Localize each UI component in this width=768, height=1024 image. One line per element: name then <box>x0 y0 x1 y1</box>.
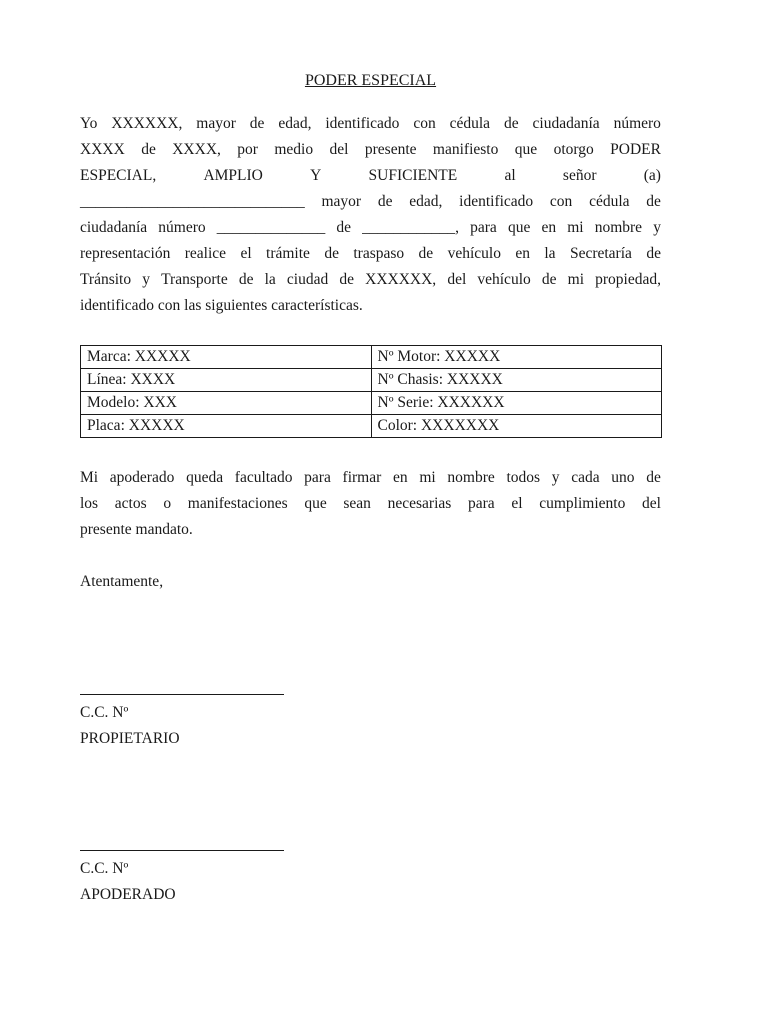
word: trámite <box>266 245 310 262</box>
word: PODER <box>610 141 661 158</box>
word: de <box>541 271 557 288</box>
word: de <box>503 115 519 132</box>
document-title: PODER ESPECIAL <box>304 72 437 89</box>
table-row <box>81 369 662 392</box>
word: XXXX <box>80 141 125 158</box>
vehicle-details-table <box>80 345 662 438</box>
owner-role: PROPIETARIO <box>80 730 180 747</box>
table-cell: Modelo: XXX <box>81 392 372 415</box>
word: o <box>163 495 172 512</box>
attorney-signature-line <box>80 850 284 851</box>
word: mi <box>419 469 436 486</box>
word: en <box>392 469 408 486</box>
word: en <box>515 245 530 262</box>
table-cell: Color: XXXXXXX <box>371 415 662 438</box>
word: vehículo <box>447 245 501 262</box>
paragraph-line <box>80 267 661 293</box>
word: de <box>418 245 434 262</box>
word: sean <box>343 495 371 512</box>
word: mayor <box>321 193 362 210</box>
owner-id-label: C.C. Nº <box>80 704 129 721</box>
word: edad, <box>278 115 312 132</box>
word: de <box>377 193 393 210</box>
word: facultado <box>234 469 293 486</box>
word: Yo <box>80 115 98 132</box>
paragraph-line <box>80 293 661 319</box>
word: de <box>249 115 265 132</box>
table-cell: Nº Motor: XXXXX <box>371 346 662 369</box>
word: para <box>468 495 495 512</box>
grant-paragraph <box>80 111 661 319</box>
word: Transporte <box>161 271 228 288</box>
word: para <box>470 219 497 236</box>
paragraph-line-spread <box>80 163 661 189</box>
paragraph-line-text: presente mandato. <box>80 521 193 538</box>
table-cell: Marca: XXXXX <box>81 346 372 369</box>
word: nombre <box>447 469 495 486</box>
word: al <box>504 167 516 184</box>
word: de <box>646 193 661 210</box>
word: ciudad <box>286 271 329 288</box>
paragraph-line <box>80 241 661 267</box>
word: con <box>549 193 573 210</box>
word: señor <box>562 167 597 184</box>
word: cumplimiento <box>539 495 626 512</box>
word: para <box>304 469 331 486</box>
word: otorgo <box>553 141 594 158</box>
word: XXXXXX, <box>365 271 437 288</box>
word: apoderado <box>109 469 175 486</box>
word: mi <box>567 219 584 236</box>
word: ____________, <box>362 219 460 236</box>
word: mayor <box>196 115 236 132</box>
table-cell: Nº Chasis: XXXXX <box>371 369 662 392</box>
paragraph-line <box>80 189 661 215</box>
word: edad, <box>409 193 443 210</box>
word: por <box>237 141 258 158</box>
word: ciudadanía <box>532 115 600 132</box>
closing-salutation: Atentamente, <box>80 573 164 590</box>
authority-paragraph <box>80 465 661 543</box>
word: identificado <box>325 115 400 132</box>
owner-signature-block <box>80 700 180 752</box>
word: identificado <box>459 193 534 210</box>
table-row <box>81 415 662 438</box>
word: presente <box>364 141 417 158</box>
word: uno <box>611 469 635 486</box>
word: (a) <box>643 167 661 184</box>
word: Mi <box>80 469 99 486</box>
word: del <box>447 271 467 288</box>
table-row <box>81 392 662 415</box>
paragraph-line <box>80 491 661 517</box>
word: de <box>324 245 339 262</box>
word: todos <box>506 469 541 486</box>
word: Y <box>310 167 322 184</box>
table-row <box>81 346 662 369</box>
word: que <box>304 495 327 512</box>
word: necesarias <box>387 495 452 512</box>
word: y <box>142 271 150 288</box>
table-cell: Línea: XXXX <box>81 369 372 392</box>
word: propiedad, <box>595 271 661 288</box>
word: los <box>80 495 99 512</box>
word: número <box>613 115 661 132</box>
word: _____________________________ <box>80 193 305 210</box>
word: AMPLIO <box>203 167 263 184</box>
word: nombre <box>594 219 643 236</box>
word: ______________ <box>216 219 326 236</box>
word: y <box>653 219 661 236</box>
word: del <box>329 141 349 158</box>
paragraph-line <box>80 111 661 137</box>
word: de <box>646 469 661 486</box>
word: ciudadanía <box>80 219 148 236</box>
word: de <box>141 141 156 158</box>
word: número <box>158 219 206 236</box>
attorney-role: APODERADO <box>80 886 176 903</box>
table-cell: Placa: XXXXX <box>81 415 372 438</box>
owner-signature-line <box>80 694 284 695</box>
word: actos <box>114 495 147 512</box>
paragraph-line <box>80 215 661 241</box>
document-page <box>80 0 661 1024</box>
word: mi <box>567 271 585 288</box>
paragraph-line-text: identificado con las siguientes características. <box>80 297 363 314</box>
word: de <box>336 219 352 236</box>
word: de <box>339 271 355 288</box>
word: de <box>646 245 661 262</box>
word: en <box>541 219 557 236</box>
attorney-id-label: C.C. Nº <box>80 860 129 877</box>
word: firmar <box>342 469 382 486</box>
word: SUFICIENTE <box>368 167 458 184</box>
word: de <box>238 271 254 288</box>
word: medio <box>274 141 314 158</box>
word: Secretaría <box>569 245 632 262</box>
word: la <box>264 271 276 288</box>
table-cell: Nº Serie: XXXXXX <box>371 392 662 415</box>
word: representación <box>80 245 171 262</box>
word: manifiesto <box>432 141 499 158</box>
paragraph-line <box>80 465 661 491</box>
word: realice <box>184 245 227 262</box>
word: cada <box>571 469 600 486</box>
word: que <box>507 219 531 236</box>
attorney-signature-block <box>80 856 176 908</box>
word: XXXX, <box>172 141 221 158</box>
word: que <box>514 141 538 158</box>
word: la <box>544 245 556 262</box>
word: Tránsito <box>80 271 132 288</box>
word: con <box>413 115 436 132</box>
word: cédula <box>589 193 630 210</box>
word: ESPECIAL, <box>80 167 157 184</box>
word: vehículo <box>477 271 531 288</box>
paragraph-line <box>80 137 661 163</box>
word: del <box>642 495 661 512</box>
word: y <box>551 469 560 486</box>
word: el <box>511 495 523 512</box>
word: el <box>240 245 252 262</box>
word: manifestaciones <box>187 495 288 512</box>
word: cédula <box>449 115 491 132</box>
word: traspaso <box>353 245 405 262</box>
word: XXXXXX, <box>111 115 183 132</box>
word: queda <box>186 469 224 486</box>
paragraph-line <box>80 517 661 543</box>
